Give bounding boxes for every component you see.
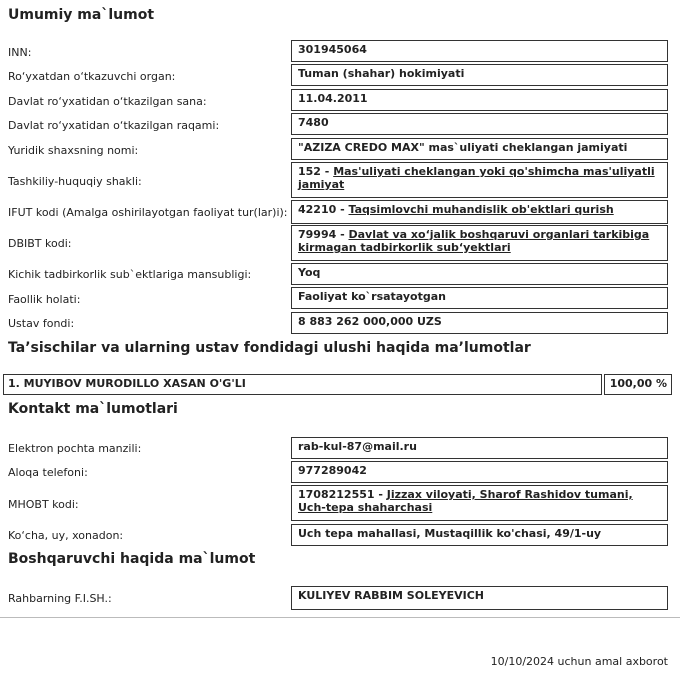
mhobt-value [291,485,668,521]
section-title-general: Umumiy ma`lumot [8,7,155,23]
dbibt-value [291,225,668,261]
divider [0,617,680,618]
status-value: Faoliyat ko`rsatayotgan [291,287,668,309]
phone-value: 977289042 [291,461,668,483]
email-value: rab-kul-87@mail.ru [291,437,668,459]
inn-value: 301945064 [291,40,668,62]
legal-form-value [291,162,668,198]
small-biz-value: Yoq [291,263,668,285]
dbibt-link[interactable]: Davlat va xo‘jalik boshqaruvi organlari tarkibiga kirmagan tadbirkorlik sub‘yektlari [298,228,650,254]
section-title-manager: Boshqaruvchi haqida ma`lumot [8,551,256,567]
inn-label: INN: [8,46,32,59]
capital-label: Ustav fondi: [8,317,75,330]
mhobt-code: 1708212551 - [298,488,387,501]
manager-fio-value: KULIYEV RABBIM SOLEYEVICH [291,586,668,610]
ifut-value [291,200,668,224]
email-label: Elektron pochta manzili: [8,442,142,455]
section-title-founders: Ta’sischilar va ularning ustav fondidagi ulushi haqida ma’lumotlar [8,340,531,356]
mhobt-link[interactable]: Jizzax viloyati, Sharof Rashidov tumani, Uch-tepa shaharchasi [298,488,633,514]
address-label: Ko‘cha, uy, xonadon: [8,529,124,542]
section-title-contact: Kontakt ma`lumotlari [8,401,178,417]
reg-org-value: Tuman (shahar) hokimiyati [291,64,668,86]
mhobt-label: MHOBT kodi: [8,498,79,511]
ifut-label: IFUT kodi (Amalga oshirilayotgan faoliyat tur(lar)i): [8,206,288,219]
address-value: Uch tepa mahallasi, Mustaqillik ko'chasi, 49/1-uy [291,524,668,546]
founder-name: 1. MUYIBOV MURODILLO XASAN O'G'LI [3,374,602,395]
capital-value: 8 883 262 000,000 UZS [291,312,668,334]
company-name-value: "AZIZA CREDO MAX" mas`uliyati cheklangan jamiyati [291,138,668,160]
status-label: Faollik holati: [8,293,81,306]
dbibt-label: DBIBT kodi: [8,237,72,250]
ifut-link[interactable]: Taqsimlovchi muhandislik ob'ektlari qurish [348,203,614,216]
ifut-code: 42210 - [298,203,349,216]
small-biz-label: Kichik tadbirkorlik sub`ektlariga mansubligi: [8,268,252,281]
legal-form-label: Tashkiliy-huquqiy shakli: [8,175,142,188]
reg-date-label: Davlat ro‘yxatidan o‘tkazilgan sana: [8,95,207,108]
legal-form-code: 152 - [298,165,334,178]
reg-date-value: 11.04.2011 [291,89,668,111]
reg-num-label: Davlat ro‘yxatidan o‘tkazilgan raqami: [8,119,220,132]
company-name-label: Yuridik shaxsning nomi: [8,144,139,157]
founder-share: 100,00 % [604,374,672,395]
footer-date-note: 10/10/2024 uchun amal axborot [490,655,668,668]
reg-num-value: 7480 [291,113,668,135]
manager-fio-label: Rahbarning F.I.SH.: [8,592,112,605]
reg-org-label: Ro‘yxatdan o‘tkazuvchi organ: [8,70,176,83]
phone-label: Aloqa telefoni: [8,466,88,479]
legal-form-link[interactable]: Mas'uliyati cheklangan yoki qo'shimcha mas'uliyatli jamiyat [298,165,655,191]
dbibt-code: 79994 - [298,228,349,241]
